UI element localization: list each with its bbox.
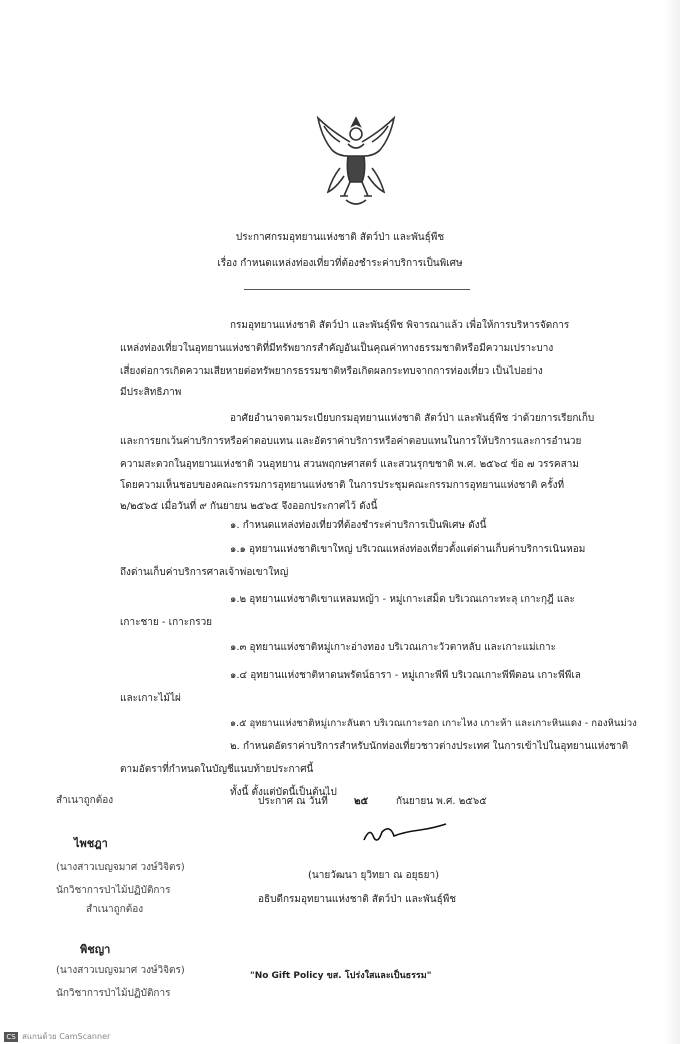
paragraph-1-line-3: เสี่ยงต่อการเกิดความเสียหายต่อทรัพยากรธรรมชาติหรือเกิดผลกระทบจากการท่องเที่ยว เป็นไปอย่าง [120,366,543,377]
paragraph-2-line-5: ๒/๒๕๖๕ เมื่อวันที่ ๙ กันยายน ๒๕๖๕ จึงออกประกาศไว้ ดังนี้ [120,501,378,512]
paragraph-1-line-2: แหล่งท่องเที่ยวในอุทยานแห่งชาติที่มีทรัพยากรสำคัญอันเป็นคุณค่าทางธรรมชาติหรือมีความเปราะบาง [120,343,554,354]
item-1-4-line-1: ๑.๔ อุทยานแห่งชาติหาดนพรัตน์ธารา - หมู่เกาะพีพี บริเวณเกาะพีพีดอน เกาะพีพีเล [230,670,581,681]
signatory-title: อธิบดีกรมอุทยานแห่งชาติ สัตว์ป่า และพันธุ์พืช [258,894,457,905]
copy-certified-label: สำเนาถูกต้อง [56,795,114,806]
announcement-subject: เรื่อง กำหนดแหล่งท่องเที่ยวที่ต้องชำระค่าบริการเป็นพิเศษ [217,258,463,269]
item-1-2-line-1: ๑.๒ อุทยานแห่งชาติเขาแหลมหญ้า - หมู่เกาะเสม็ด บริเวณเกาะทะลุ เกาะกุฎี และ [230,594,575,605]
announced-day: ๒๕ [354,796,369,807]
title-divider [244,289,470,290]
camscanner-logo: CS [4,1032,18,1042]
paragraph-2-line-3: ความสะดวกในอุทยานแห่งชาติ วนอุทยาน สวนพฤกษศาสตร์ และสวนรุกขชาติ พ.ศ. ๒๕๖๔ ข้อ ๗ วรรคสาม [120,459,579,470]
item-1-3: ๑.๓ อุทยานแห่งชาติหมู่เกาะอ่างทอง บริเวณเกาะวัวตาหลับ และเกาะแม่เกาะ [230,642,557,653]
item-1-4-line-2: และเกาะไม้ไผ่ [120,693,181,704]
initials-handwritten-2: พิชญา [80,943,111,956]
garuda-emblem-icon [310,112,402,212]
item-2-line-1: ๒. กำหนดอัตราค่าบริการสำหรับนักท่องเที่ยวชาวต่างประเทศ ในการเข้าไปในอุทยานแห่งชาติ [230,741,629,752]
certifier-position: นักวิชาการป่าไม้ปฏิบัติการ [56,885,171,896]
certifier-name-2: (นางสาวเบญจมาศ วงษ์วิจิตร) [56,965,185,976]
initials-handwritten: ไพชฎา [74,837,108,850]
certifier-position-2: นักวิชาการป่าไม้ปฏิบัติการ [56,988,171,999]
no-gift-policy-motto: "No Gift Policy ขส. โปร่งใสและเป็นธรรม" [250,971,432,981]
paragraph-2-line-4: โดยความเห็นชอบของคณะกรรมการอุทยานแห่งชาติ ในการประชุมคณะกรรมการอุทยานแห่งชาติ ครั้งที่ [120,480,565,491]
director-signature [360,818,450,848]
item-2-line-2: ตามอัตราที่กำหนดในบัญชีแนบท้ายประกาศนี้ [120,764,314,775]
signatory-name: (นายวัฒนา ยุวิทยา ณ อยุธยา) [308,870,440,881]
paragraph-2-line-2: และการยกเว้นค่าบริการหรือค่าตอบแทน และอัตราค่าบริการหรือค่าตอบแทนในการให้บริการและการอำนวย [120,436,582,447]
announced-date-prefix: ประกาศ ณ วันที่ [258,796,328,807]
paragraph-2-line-1: อาศัยอำนาจตามระเบียบกรมอุทยานแห่งชาติ สัตว์ป่า และพันธุ์พืช ว่าด้วยการเรียกเก็บ [230,413,595,424]
copy-certified-label-2: สำเนาถูกต้อง [86,904,144,915]
effective-clause: ทั้งนี้ ตั้งแต่บัดนี้เป็นต้นไป [230,787,337,798]
paragraph-1-line-1: กรมอุทยานแห่งชาติ สัตว์ป่า และพันธุ์พืช พิจารณาแล้ว เพื่อให้การบริหารจัดการ [230,320,570,331]
certifier-name: (นางสาวเบญจมาศ วงษ์วิจิตร) [56,862,185,873]
announcement-title: ประกาศกรมอุทยานแห่งชาติ สัตว์ป่า และพันธุ์พืช [235,232,445,243]
item-1-2-line-2: เกาะชาย - เกาะกรวย [120,617,213,628]
item-1-heading: ๑. กำหนดแหล่งท่องเที่ยวที่ต้องชำระค่าบริการเป็นพิเศษ ดังนี้ [230,520,487,531]
announced-month-year: กันยายน พ.ศ. ๒๕๖๕ [396,796,487,807]
scan-edge-shadow [664,0,680,1044]
item-1-1-line-1: ๑.๑ อุทยานแห่งชาติเขาใหญ่ บริเวณแหล่งท่องเที่ยวตั้งแต่ด่านเก็บค่าบริการเนินหอม [230,544,586,555]
item-1-5: ๑.๕ อุทยานแห่งชาติหมู่เกาะลันตา บริเวณเกาะรอก เกาะไหง เกาะห้า และเกาะหินแดง - กองหินม่วง [230,718,637,729]
camscanner-watermark: สแกนด้วย CamScanner [22,1032,111,1041]
item-1-1-line-2: ถึงด่านเก็บค่าบริการศาลเจ้าพ่อเขาใหญ่ [120,567,289,578]
paragraph-1-line-4: มีประสิทธิภาพ [120,387,182,398]
